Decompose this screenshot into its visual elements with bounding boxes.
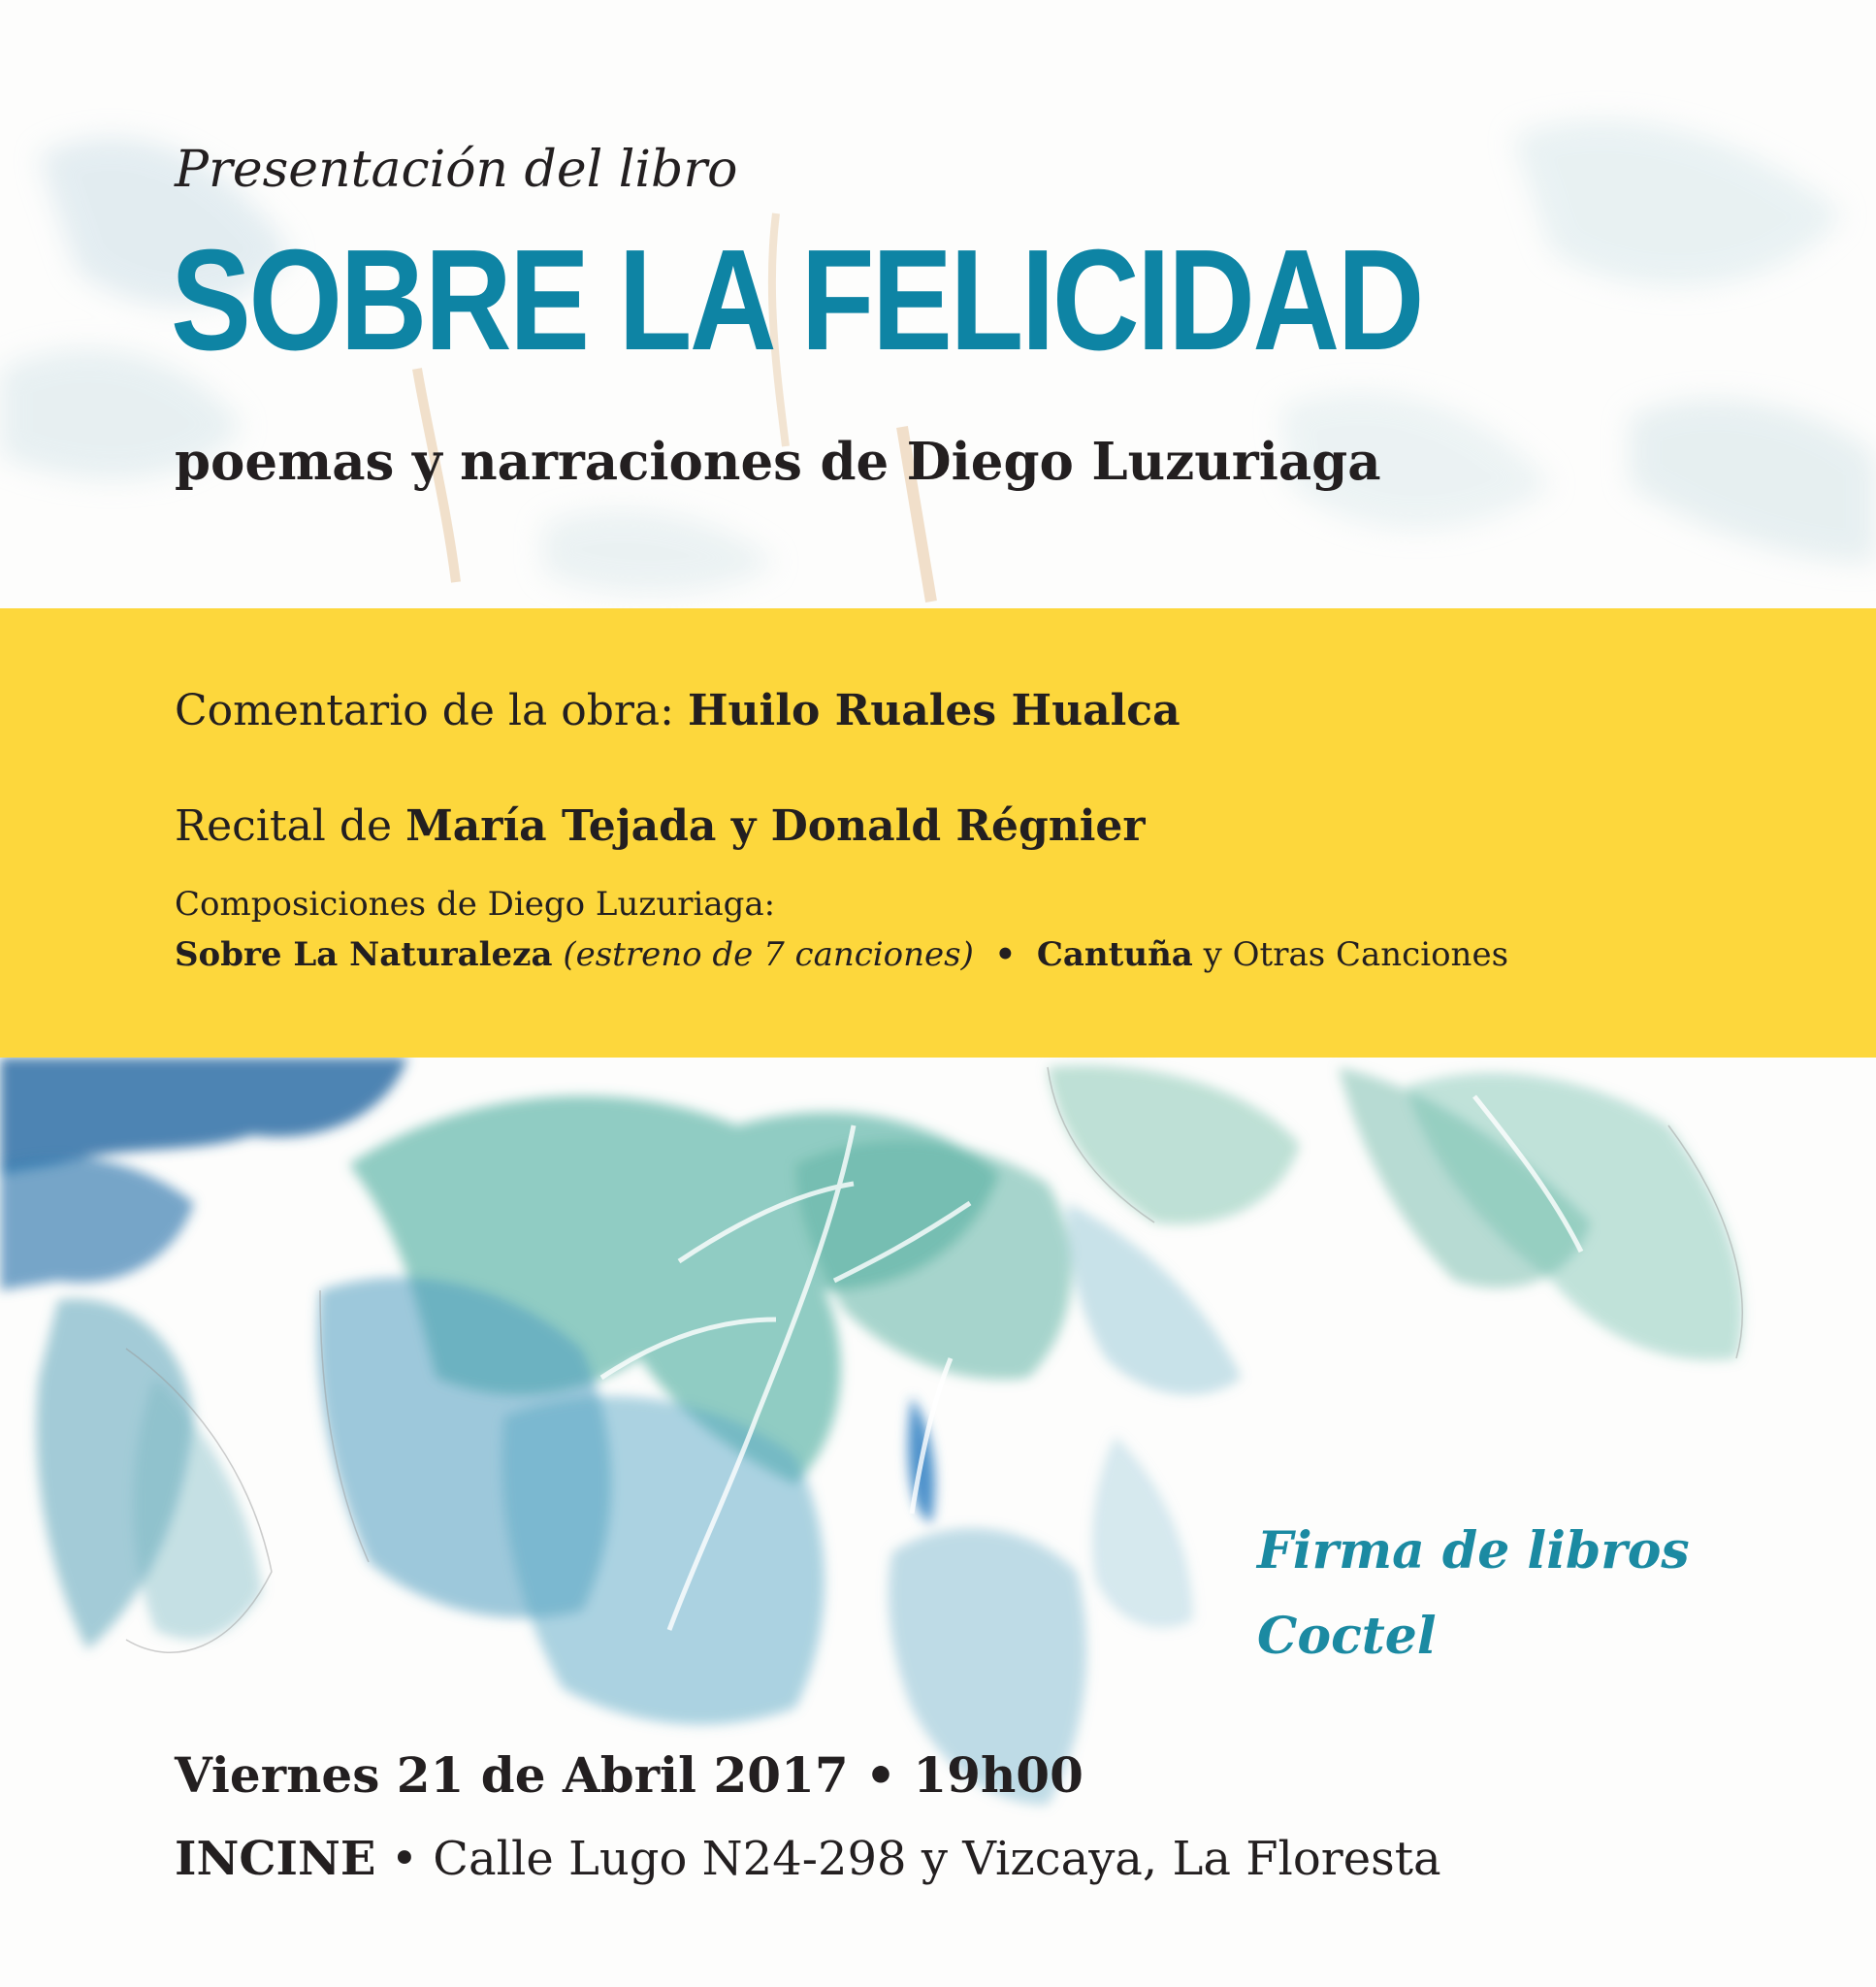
book-signing-label: Firma de libros <box>1257 1521 1690 1580</box>
venue-separator: • <box>390 1832 419 1886</box>
work-2-suffix: y Otras Canciones <box>1203 935 1509 974</box>
comment-label: Comentario de la obra: <box>175 686 674 735</box>
pre-title: Presentación del libro <box>175 141 738 199</box>
work-2: Cantuña <box>1036 935 1193 974</box>
extras-block <box>1257 1509 1690 1679</box>
venue-name: INCINE <box>175 1832 376 1886</box>
compositions-label: Composiciones de Diego Luzuriaga: <box>175 885 776 924</box>
works-line <box>175 935 1508 974</box>
comment-name: Huilo Ruales Hualca <box>687 686 1181 735</box>
comment-line <box>175 686 1181 735</box>
subtitle: poemas y narraciones de Diego Luzuriaga <box>175 432 1381 492</box>
work-1: Sobre La Naturaleza <box>175 935 553 974</box>
book-title: SOBRE LA FELICIDAD <box>171 220 1422 380</box>
recital-label: Recital de <box>175 801 393 851</box>
recital-names: María Tejada y Donald Régnier <box>405 801 1146 851</box>
lower-leaves <box>0 1058 1742 1805</box>
event-date-time: Viernes 21 de Abril 2017 • 19h00 <box>175 1746 1084 1804</box>
venue-line <box>175 1832 1441 1886</box>
works-separator: • <box>994 935 1017 974</box>
recital-line <box>175 801 1146 851</box>
venue-address: Calle Lugo N24-298 y Vizcaya, La Floresta <box>433 1832 1441 1886</box>
cocktail-label: Coctel <box>1257 1607 1437 1666</box>
work-1-note: (estreno de 7 canciones) <box>563 935 974 974</box>
